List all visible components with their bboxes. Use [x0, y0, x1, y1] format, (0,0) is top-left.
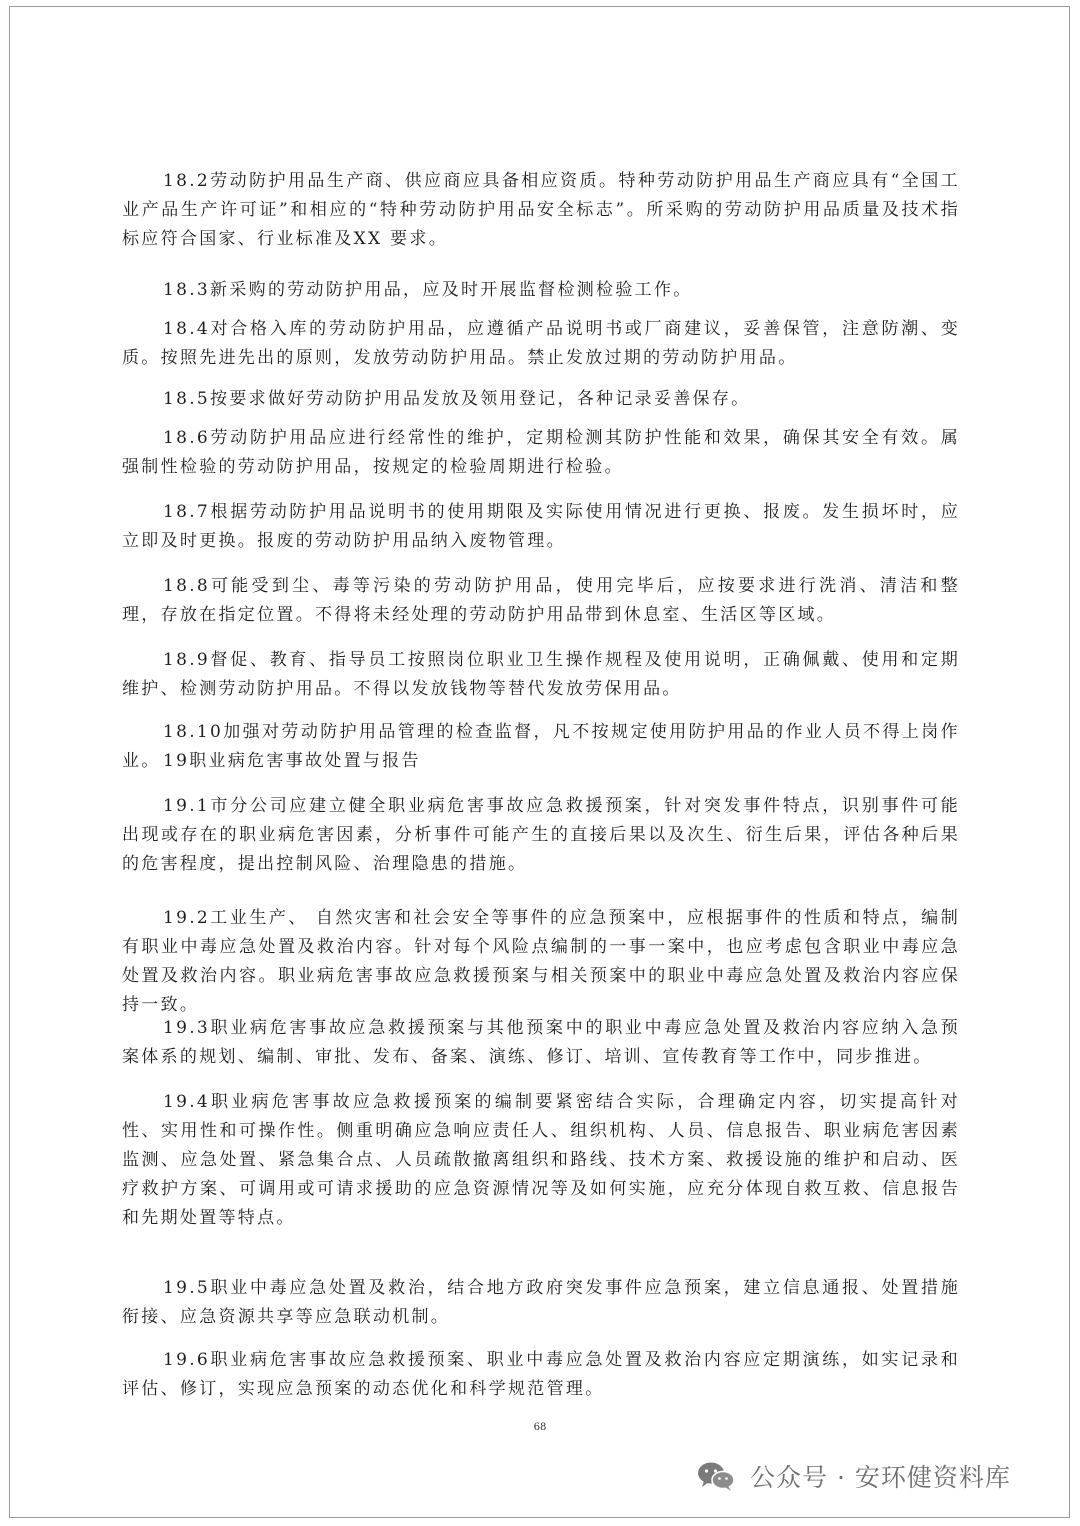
paragraph-18-2: 18.2劳动防护用品生产商、供应商应具备相应资质。特种劳动防护用品生产商应具有“全国工业产品生产许可证”和相应的“特种劳动防护用品安全标志”。所采购的劳动防护用品质量及技术指标应符合国家、行业标准及XX 要求。 — [122, 171, 960, 249]
paragraph-18-8: 18.8可能受到尘、毒等污染的劳动防护用品，使用完毕后，应按要求进行洗消、清洁和整理，存放在指定位置。不得将未经处理的劳动防护用品带到休息室、生活区等区域。 — [122, 576, 960, 625]
paragraph-18-6: 18.6劳动防护用品应进行经常性的维护，定期检测其防护性能和效果，确保其安全有效。属强制性检验的劳动防护用品，按规定的检验周期进行检验。 — [122, 428, 960, 477]
paragraph-18-3: 18.3新采购的劳动防护用品，应及时开展监督检测检验工作。 — [163, 280, 693, 300]
wechat-icon — [696, 1460, 736, 1492]
paragraph-19-2: 19.2工业生产、 自然灾害和社会安全等事件的应急预案中，应根据事件的性质和特点，编制有职业中毒应急处置及救治内容。针对每个风险点编制的一事一案中，也应考虑包含职业中毒应急处置及救治内容。职业病危害事故应急救援预案与相关预案中的职业中毒应急处置及救治内容应保持一致。 — [122, 908, 960, 1015]
paragraph-18-7: 18.7根据劳动防护用品说明书的使用期限及实际使用情况进行更换、报废。发生损坏时，应立即及时更换。报废的劳动防护用品纳入废物管理。 — [122, 502, 960, 551]
paragraph-18-4: 18.4对合格入库的劳动防护用品，应遵循产品说明书或厂商建议，妥善保管，注意防潮、变质。按照先进先出的原则，发放劳动防护用品。禁止发放过期的劳动防护用品。 — [122, 319, 960, 368]
paragraph-19-3: 19.3职业病危害事故应急救援预案与其他预案中的职业中毒应急处置及救治内容应纳入急预案体系的规划、编制、审批、发布、备案、演练、修订、培训、宣传教育等工作中，同步推进。 — [122, 1018, 960, 1067]
paragraph-19-5: 19.5职业中毒应急处置及救治，结合地方政府突发事件应急预案，建立信息通报、处置措施衔接、应急资源共享等应急联动机制。 — [122, 1278, 960, 1327]
paragraph-18-9: 18.9督促、教育、指导员工按照岗位职业卫生操作规程及使用说明，正确佩戴、使用和定期维护、检测劳动防护用品。不得以发放钱物等替代发放劳保用品。 — [122, 650, 960, 699]
paragraph-19-1: 19.1市分公司应建立健全职业病危害事故应急救援预案，针对突发事件特点，识别事件可能出现或存在的职业病危害因素，分析事件可能产生的直接后果以及次生、衍生后果，评估各种后果的危害程度，提出控制风险、治理隐患的措施。 — [122, 796, 960, 874]
paragraph-19-4: 19.4职业病危害事故应急救援预案的编制要紧密结合实际，合理确定内容，切实提高针对性、实用性和可操作性。侧重明确应急响应责任人、组织机构、人员、信息报告、职业病危害因素监测、应急处置、紧急集合点、人员疏散撤离组织和路线、技术方案、救援设施的维护和启动、医疗救护方案、可调用或可请求援助的应急资源情况等及如何实施，应充分体现自救互救、信息报告和先期处置等特点。 — [122, 1092, 960, 1228]
section-heading-19: 19职业病危害事故处置与报告 — [163, 751, 421, 771]
page-number: 68 — [533, 1422, 547, 1433]
watermark-text: 公众号 · 安环健资料库 — [750, 1463, 1011, 1492]
watermark — [696, 1458, 1011, 1494]
paragraph-19-6: 19.6职业病危害事故应急救援预案、职业中毒应急处置及救治内容应定期演练，如实记录和评估、修订，实现应急预案的动态优化和科学规范管理。 — [122, 1350, 960, 1399]
paragraph-18-5: 18.5按要求做好劳动防护用品发放及领用登记，各种记录妥善保存。 — [163, 389, 751, 409]
paragraph-18-10: 18.10加强对劳动防护用品管理的检查监督，凡不按规定使用防护用品的作业人员不得上岗作业。 — [122, 722, 960, 771]
